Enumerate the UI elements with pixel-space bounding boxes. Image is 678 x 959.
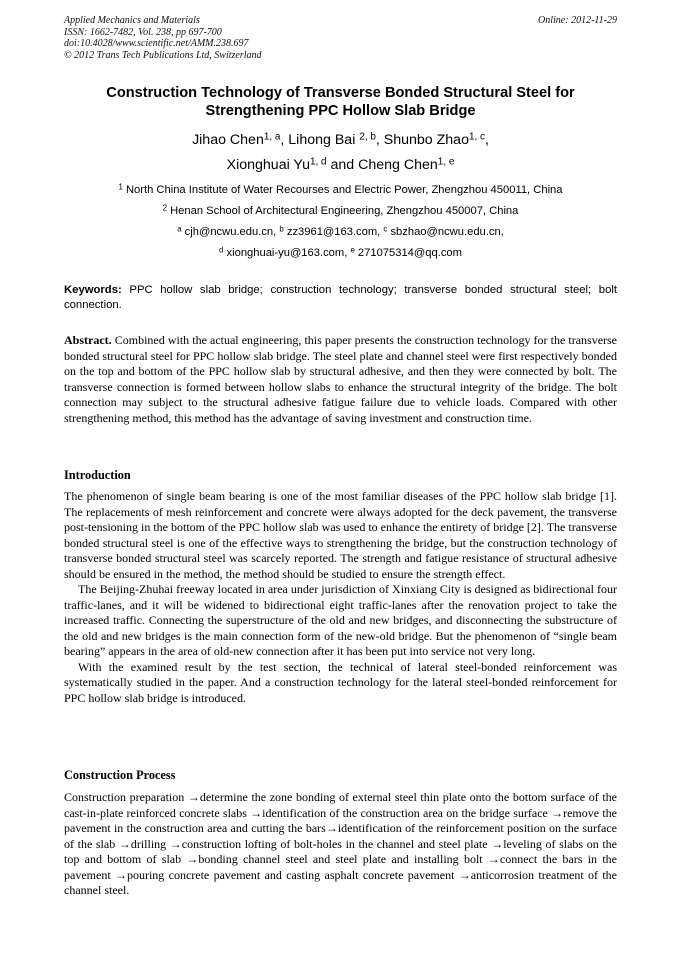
title-line-2: Strengthening PPC Hollow Slab Bridge xyxy=(205,103,476,119)
paper-title xyxy=(64,84,617,120)
email-mark: c xyxy=(383,224,388,234)
author-name: Shunbo Zhao xyxy=(383,132,469,148)
author-name: Cheng Chen xyxy=(358,157,438,173)
journal-name: Applied Mechanics and Materials xyxy=(64,15,200,26)
affiliation-1 xyxy=(64,183,617,197)
paragraph: Construction preparation →determine the zone bonding of external steel thin plate onto the bottom surface of the cast-in-plate reinforced concrete slabs →identification of the construction area on the bridge surface →remove the pavement in the construction area and cutting the bars→identification of the reinforcement position on the surface of the slab →drilling →construction lofting of bolt-holes in the channel and steel plate →leveling of slabs on the top and bottom of slab →bonding channel steel and steel plate and installing bolt →connect the bars in the pavement →pouring concrete pavement and casting asphalt concrete pavement →anticorrosion treatment of the channel steel. xyxy=(64,790,617,897)
keywords-text: PPC hollow slab bridge; construction technology; transverse bonded structural steel; bolt connection. xyxy=(64,284,618,311)
author-sup: 1, c xyxy=(468,131,485,143)
introduction-body xyxy=(64,489,617,706)
keywords-label: Keywords: xyxy=(64,284,122,296)
affiliation-2 xyxy=(64,204,617,218)
author-separator: and xyxy=(326,157,359,173)
email-address: xionghuai-yu@163.com, xyxy=(226,247,351,259)
section-heading-introduction: Introduction xyxy=(64,468,131,482)
email-mark: e xyxy=(350,245,355,255)
email-address: sbzhao@ncwu.edu.cn, xyxy=(390,226,504,238)
author-sup: 1, d xyxy=(310,156,327,168)
title-line-1: Construction Technology of Transverse Bonded Structural Steel for xyxy=(106,85,575,101)
construction-body xyxy=(64,790,617,899)
email-address: zz3961@163.com, xyxy=(286,226,384,238)
email-address: 271075314@qq.com xyxy=(357,247,462,259)
affiliation-text: Henan School of Architectural Engineering, Zhengzhou 450007, China xyxy=(170,205,519,217)
author-sup: 1, e xyxy=(437,156,455,168)
affiliation-mark: 2 xyxy=(162,203,167,213)
paragraph: With the examined result by the test section, the technical of lateral steel-bonded reinforcement was systematically studied in the paper. And a construction technology for the lateral steel-bonded reinforcement for PPC hollow slab bridge is introduced. xyxy=(64,659,617,705)
issn-line: ISSN: 1662-7482, Vol. 238, pp 697-700 xyxy=(64,26,222,38)
paragraph: The phenomenon of single beam bearing is one of the most familiar diseases of the PPC hollow slab bridge [1]. The replacements of mesh reinforcement and concrete were always adopted for the deck pavement, the transverse post-tensioning in the bottom of the PPC hollow slab was used to enhance the entirety of bridge [2]. The transverse bonded structural steel is one of the effective ways to strengthening the bridge, but the construction technology of transverse bonded structural steel was scarcely reported. The strength and fatigue resistance of structural adhesive should be ensured in the method, the method should be studied to ensure the strength effect. xyxy=(64,489,618,581)
author-separator: , xyxy=(375,132,384,148)
paragraph: The Beijing-Zhuhai freeway located in area under jurisdiction of Xinxiang City is designed as bidirectional four traffic-lanes, and it will be widened to bidirectional eight traffic-lanes after the renovation project to take the increased traffic. Connecting the superstructure of the old and new bridges, and disconnecting the substructure of the old and new bridges is the main connection form of the new-old bridge. But the phenomenon of “single beam bearing” appears in the area of old-new connection after it has been put into service not very long. xyxy=(64,582,617,658)
author-list xyxy=(64,128,617,178)
author-sup: 1, a xyxy=(263,131,281,143)
author-row-1 xyxy=(64,128,617,153)
journal-header xyxy=(64,15,617,61)
affiliation-text: North China Institute of Water Recourses and Electric Power, Zhengzhou 450011, China xyxy=(125,184,563,196)
email-row-1 xyxy=(64,225,617,239)
online-date: Online: 2012-11-29 xyxy=(538,15,617,26)
abstract xyxy=(64,333,617,426)
author-name: Lihong Bai xyxy=(288,132,356,148)
doi-line: doi:10.4028/www.scientific.net/AMM.238.697 xyxy=(64,38,249,49)
copyright-line: © 2012 Trans Tech Publications Ltd, Switzerland xyxy=(64,49,262,61)
author-separator: , xyxy=(280,132,289,148)
author-sup: 2, b xyxy=(359,131,376,143)
email-mark: b xyxy=(279,224,284,234)
affiliation-mark: 1 xyxy=(118,182,123,192)
abstract-label: Abstract. xyxy=(64,333,112,347)
author-name: Xionghuai Yu xyxy=(226,157,310,173)
keywords xyxy=(64,283,617,312)
email-address: cjh@ncwu.edu.cn, xyxy=(184,226,280,238)
email-mark: a xyxy=(177,224,182,234)
email-mark: d xyxy=(219,245,224,255)
abstract-text: Combined with the actual engineering, this paper presents the construction technology for the transverse bonded structural steel for PPC hollow slab bridge. The steel plate and channel steel were first respectively bonded on the top and bottom of the PPC hollow slab by structural adhesive, and then they were connected by bolt. The transverse connection is formed between hollow slabs to enhance the structural integrity of the bridge. The bolt connection may subject to the structural adhesive fatigue failure due to vehicle loads. Compared with other strengthening method, this method has the advantage of saving investment and construction time. xyxy=(64,333,618,425)
author-row-2 xyxy=(64,153,617,178)
section-heading-construction-process: Construction Process xyxy=(64,768,176,782)
email-row-2 xyxy=(64,246,617,260)
author-name: Jihao Chen xyxy=(192,132,264,148)
author-separator: , xyxy=(484,132,489,148)
